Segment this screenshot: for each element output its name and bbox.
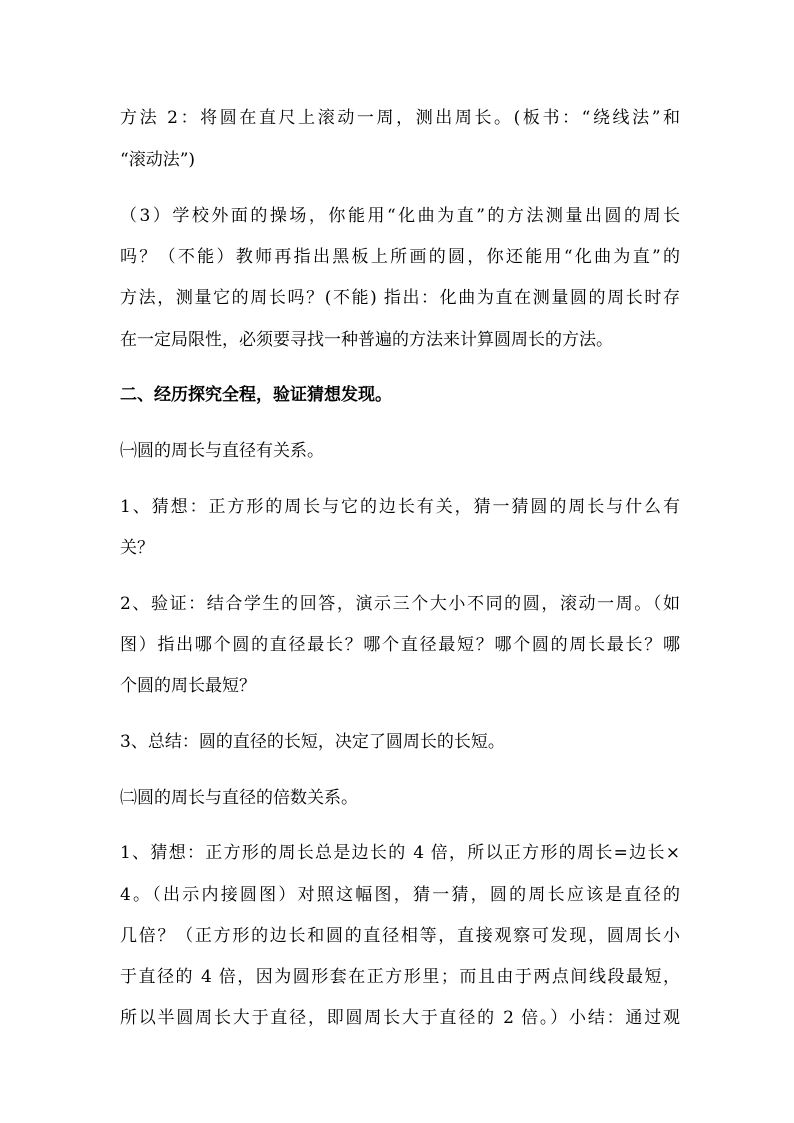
paragraph-verify-line1: 2、验证：结合学生的回答，演示三个大小不同的圆，滚动一周。（如 (120, 594, 680, 614)
paragraph-ratio-line1: 1、猜想：正方形的周长总是边长的 4 倍，所以正方形的周长=边长× (120, 843, 680, 863)
paragraph-playground-line2: 吗？（不能）教师再指出黑板上所画的圆，你还能用“化曲为直”的 (120, 247, 680, 267)
paragraph-guess-line1: 1、猜想：正方形的周长与它的边长有关，猜一猜圆的周长与什么有 (120, 497, 680, 517)
paragraph-ratio-line5: 所以半圆周长大于直径，即圆周长大于直径的 2 倍。）小结：通过观 (120, 1008, 680, 1028)
subheading-1: ㈠圆的周长与直径有关系。 (120, 441, 324, 461)
paragraph-verify-line2: 图）指出哪个圆的直径最长？哪个直径最短？哪个圆的周长最长？哪 (120, 635, 680, 655)
subheading-2: ㈡圆的周长与直径的倍数关系。 (120, 788, 358, 808)
paragraph-ratio-line3: 几倍？（正方形的边长和圆的直径相等，直接观察可发现，圆周长小 (120, 926, 680, 946)
section-heading-2: 二、经历探究全程，验证猜想发现。 (120, 385, 392, 405)
paragraph-guess-line2: 关？ (120, 538, 154, 558)
paragraph-ratio-line4: 于直径的 4 倍，因为圆形套在正方形里；而且由于两点间线段最短， (120, 967, 680, 987)
paragraph-verify-line3: 个圆的周长最短？ (120, 676, 256, 696)
paragraph-method2-line1: 方法 2：将圆在直尺上滚动一周，测出周长。(板书：“绕线法”和 (120, 108, 680, 128)
paragraph-playground-line3: 方法，测量它的周长吗？(不能) 指出：化曲为直在测量圆的周长时存 (120, 288, 680, 308)
paragraph-ratio-line2: 4。（出示内接圆图）对照这幅图，猜一猜，圆的周长应该是直径的 (120, 885, 680, 905)
paragraph-method2-line2: “滚动法”) (120, 150, 196, 170)
paragraph-playground-line4: 在一定局限性，必须要寻找一种普遍的方法来计算圆周长的方法。 (120, 330, 613, 350)
paragraph-summary: 3、总结：圆的直径的长短，决定了圆周长的长短。 (120, 732, 505, 752)
paragraph-playground-line1: （3）学校外面的操场，你能用“化曲为直”的方法测量出圆的周长 (120, 206, 680, 226)
